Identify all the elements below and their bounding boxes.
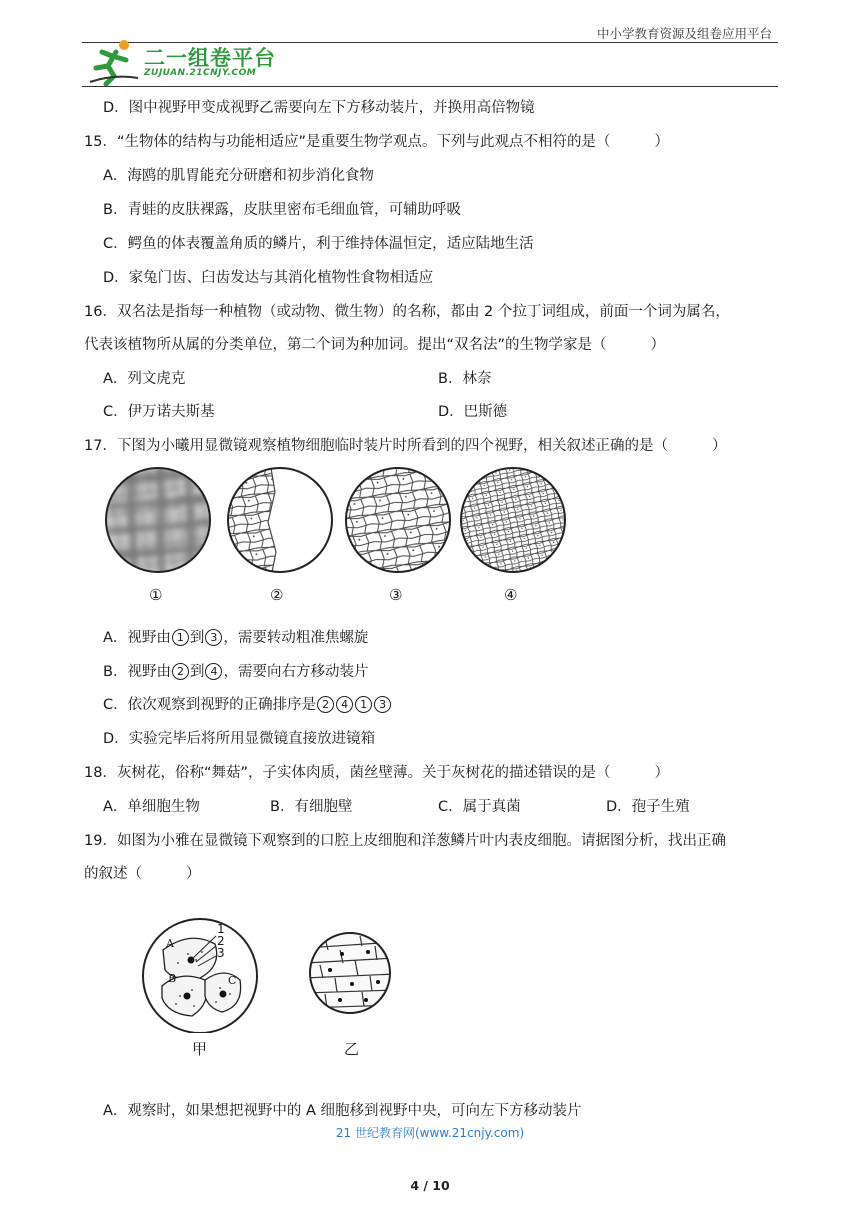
view-label-4: ④ bbox=[504, 586, 518, 604]
q17-option-c: C．依次观察到视野的正确排序是 2 4 1 3 bbox=[103, 693, 392, 714]
q18-option-a: A．单细胞生物 bbox=[103, 799, 200, 815]
cell-comparison-figure bbox=[130, 908, 430, 1063]
q16-stem-line1: 16．双名法是指每一种植物（或动物、微生物）的名称，都由 2 个拉丁词组成，前面一个词为属名， bbox=[84, 304, 730, 320]
logo-subtext: ZUJUAN.21CNJY.COM bbox=[144, 68, 257, 78]
cell-label-b: B bbox=[168, 972, 177, 985]
q19-option-a: A．观察时，如果想把视野中的 A 细胞移到视野中央，可向左下方移动装片 bbox=[103, 1103, 582, 1119]
platform-name: 中小学教育资源及组卷应用平台 bbox=[596, 26, 772, 41]
q16-option-a: A．列文虎克 bbox=[103, 371, 186, 387]
q17-option-a: A．视野由 1 到 3 ，需要转动粗准焦螺旋 bbox=[103, 630, 369, 646]
view-label-1: ① bbox=[149, 586, 163, 604]
q15-option-b: B．青蛙的皮肤裸露，皮肤里密布毛细血管，可辅助呼吸 bbox=[103, 202, 461, 218]
q16-option-d: D．巴斯德 bbox=[438, 404, 508, 420]
footer-site-link[interactable]: 21 世纪教育网(www.21cnjy.com) bbox=[335, 1126, 525, 1140]
q18-option-d: D．孢子生殖 bbox=[606, 799, 690, 815]
view-1-blurry bbox=[100, 462, 220, 582]
logo bbox=[86, 38, 286, 86]
q18-option-b: B．有细胞壁 bbox=[270, 799, 353, 815]
q15-stem: 15．“生物体的结构与功能相适应”是重要生物学观点。下列与此观点不相符的是（ ） bbox=[84, 134, 669, 150]
pointer-number-2: 2 bbox=[217, 934, 225, 948]
q16-option-c: C．伊万诺夫斯基 bbox=[103, 404, 215, 420]
q17-stem: 17．下图为小曦用显微镜观察植物细胞临时装片时所看到的四个视野，相关叙述正确的是（ ） bbox=[84, 438, 727, 454]
view-label-2: ② bbox=[270, 586, 284, 604]
q17-option-d: D．实验完毕后将所用显微镜直接放进镜箱 bbox=[103, 731, 376, 747]
q15-option-d: D．家兔门齿、臼齿发达与其消化植物性食物相适应 bbox=[103, 270, 434, 286]
logo-text: 二一组卷平台 bbox=[144, 46, 276, 70]
q18-option-c: C．属于真菌 bbox=[438, 799, 521, 815]
runner-logo-icon bbox=[86, 38, 142, 86]
q15-option-a: A．海鸥的肌胃能充分研磨和初步消化食物 bbox=[103, 168, 374, 184]
q14-option-d: D．图中视野甲变成视野乙需要向左下方移动装片，并换用高倍物镜 bbox=[103, 100, 535, 116]
view-3-clear bbox=[340, 462, 460, 582]
q19-stem-line2: 的叙述（ ） bbox=[84, 866, 201, 882]
cell-label-a: A bbox=[166, 937, 174, 950]
q19-stem-line1: 19．如图为小雅在显微镜下观察到的口腔上皮细胞和洋葱鳞片叶内表皮细胞。请据图分析，找出正确 bbox=[84, 833, 726, 849]
q15-option-c: C．鳄鱼的体表覆盖角质的鳞片，利于维持体温恒定，适应陆地生活 bbox=[103, 236, 534, 252]
q16-option-b: B．林奈 bbox=[438, 371, 492, 387]
view-4-many-cells bbox=[455, 462, 575, 582]
q16-stem-line2: 代表该植物所从属的分类单位，第二个词为种加词。提出“双名法”的生物学家是（ ） bbox=[84, 337, 666, 353]
q17-option-b: B．视野由 2 到 4 ，需要向右方移动装片 bbox=[103, 664, 369, 680]
microscope-views-figure bbox=[100, 462, 580, 612]
figure-label-jia: 甲 bbox=[192, 1040, 208, 1058]
pointer-number-1: 1 bbox=[217, 922, 225, 936]
page-number: 4 / 10 bbox=[410, 1178, 450, 1193]
figure-label-yi: 乙 bbox=[344, 1040, 360, 1058]
q18-stem: 18．灰树花，俗称“舞菇”，子实体肉质，菌丝壁薄。关于灰树花的描述错误的是（ ） bbox=[84, 765, 669, 781]
pointer-number-3: 3 bbox=[217, 946, 225, 960]
header-divider-lower bbox=[82, 86, 778, 87]
cell-label-c: C bbox=[228, 974, 237, 987]
view-label-3: ③ bbox=[389, 586, 403, 604]
